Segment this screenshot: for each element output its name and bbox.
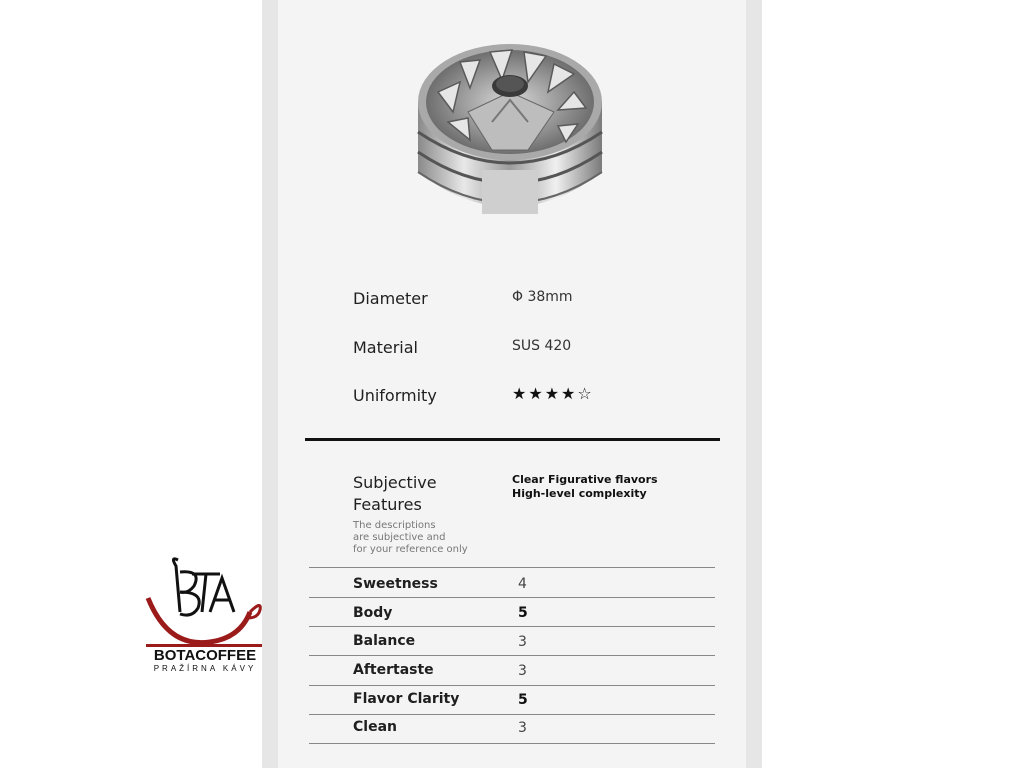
star-empty-icon: ☆ [577,384,594,403]
subjective-note [353,520,493,556]
uniformity-label: Uniformity [353,386,437,405]
table-row-divider [309,597,715,598]
rating-label: Flavor Clarity [353,691,460,707]
table-row-divider [309,743,715,744]
rating-value: 3 [518,634,527,650]
uniformity-stars [512,384,594,403]
rating-value: 4 [518,576,527,592]
description-line: High-level complexity [512,487,647,500]
note-line: The descriptions [353,520,436,531]
rating-label: Balance [353,633,416,649]
description-line: Clear Figurative flavors [512,473,658,486]
table-row-divider [309,714,715,715]
table-row-divider [309,567,715,568]
table-row-divider [309,655,715,656]
material-value: SUS 420 [512,338,572,354]
brand-tagline: PRAŽÍRNA KÁVY [153,664,257,673]
rating-label: Body [353,605,393,621]
card-edge-right [746,0,762,768]
subjective-title: Subjective Features [353,473,437,514]
table-row-divider [309,626,715,627]
rating-label: Clean [353,719,397,735]
table-row-divider [309,685,715,686]
subjective-description [512,473,658,501]
rating-label: Sweetness [353,576,438,592]
material-label: Material [353,338,418,357]
section-divider [305,438,720,441]
rating-value: 3 [518,663,527,679]
rating-value: 5 [518,692,528,708]
note-line: are subjective and [353,532,446,543]
burr-image [408,22,612,226]
diameter-value: Φ 38mm [512,289,573,305]
brand-name: BOTACOFFEE [153,647,257,664]
rating-label: Aftertaste [353,662,434,678]
diameter-label: Diameter [353,289,428,308]
star-filled-icon: ★★★★ [512,384,578,403]
note-line: for your reference only [353,544,468,555]
rating-value: 5 [518,605,528,621]
rating-value: 3 [518,720,527,736]
